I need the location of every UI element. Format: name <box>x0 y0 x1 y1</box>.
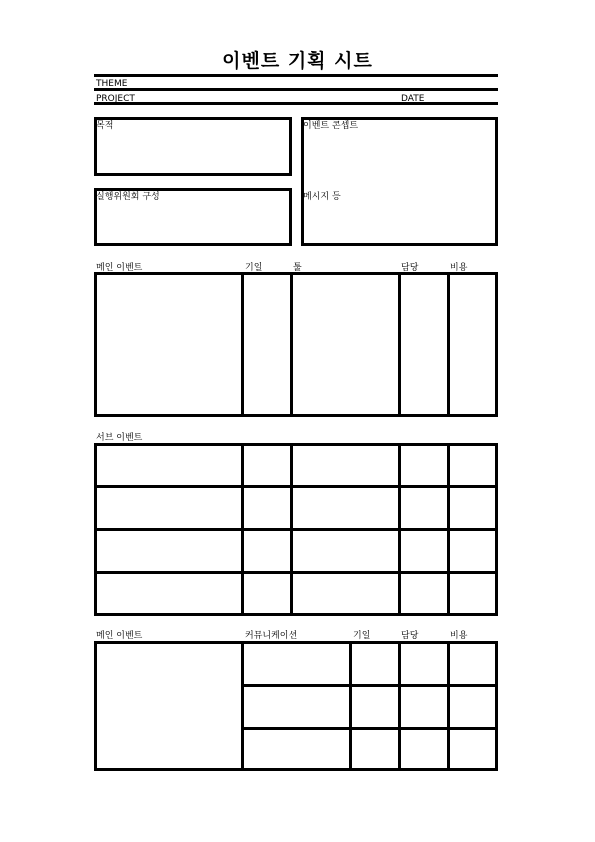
page-title: 이벤트 기획 시트 <box>222 50 373 72</box>
main-col-divider <box>241 272 244 417</box>
comm-col-divider <box>398 641 401 771</box>
project-label: PROJECT <box>96 94 135 104</box>
main-event-label: 메인 이벤트 <box>96 263 143 273</box>
comm-col-divider <box>241 641 244 771</box>
sub-event-label: 서브 이벤트 <box>96 433 143 443</box>
main-col-divider <box>290 272 293 417</box>
theme-label: THEME <box>96 79 128 89</box>
committee-label: 실행위원회 구성 <box>96 192 160 202</box>
main-owner-header: 담당 <box>401 263 419 273</box>
comm-event-label: 메인 이벤트 <box>96 631 143 641</box>
concept-label: 이벤트 콘셉트 <box>303 121 359 131</box>
project-rule <box>94 102 498 105</box>
purpose-label: 목적 <box>96 121 114 131</box>
comm-cost-header: 비용 <box>450 631 468 641</box>
main-period-header: 기일 <box>245 263 263 273</box>
comm-row-divider <box>241 684 498 687</box>
comm-period-header: 기일 <box>353 631 371 641</box>
sub-row-divider <box>94 485 498 488</box>
comm-col-divider <box>447 641 450 771</box>
main-cost-header: 비용 <box>450 263 468 273</box>
comm-row-divider <box>241 727 498 730</box>
sub-row-divider <box>94 571 498 574</box>
comm-table[interactable] <box>94 641 498 771</box>
theme-rule <box>94 88 498 91</box>
comm-header: 커뮤니케이션 <box>245 631 298 641</box>
concept-box[interactable] <box>301 117 498 246</box>
comm-owner-header: 담당 <box>401 631 419 641</box>
purpose-box[interactable] <box>94 117 292 176</box>
message-label: 메시지 등 <box>303 192 341 202</box>
main-event-table[interactable] <box>94 272 498 417</box>
sub-row-divider <box>94 528 498 531</box>
comm-col-divider <box>349 641 352 771</box>
date-label: DATE <box>401 94 425 104</box>
main-col-divider <box>398 272 401 417</box>
main-col-divider <box>447 272 450 417</box>
main-tool-header: 툴 <box>293 263 302 273</box>
header-top-rule <box>94 74 498 77</box>
